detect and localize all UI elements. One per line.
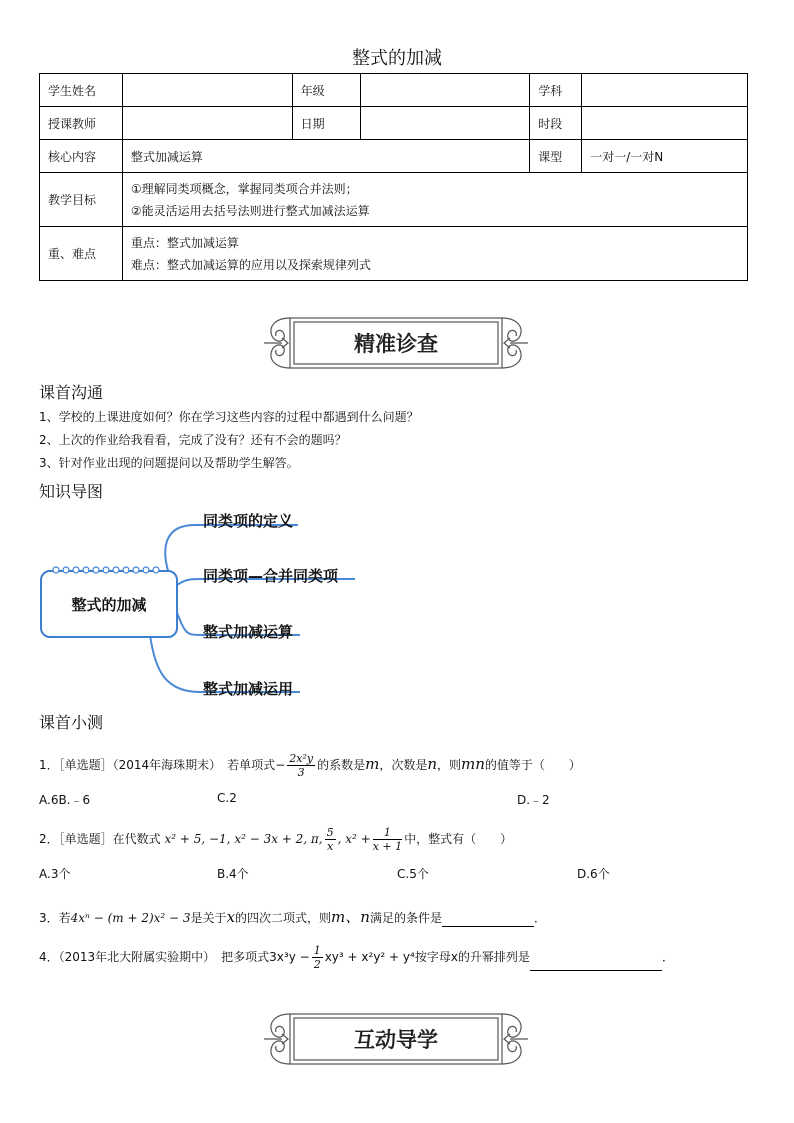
mindmap-branch: 同类项的定义 (203, 512, 294, 530)
q3-mid2: 的四次二项式，则 (235, 911, 332, 925)
q2-option-b[interactable]: B.4个 (217, 867, 249, 881)
question-1 (39, 752, 581, 779)
question-4 (39, 944, 674, 971)
goal-item: ①理解同类项概念，掌握同类项合并法则； (130, 181, 358, 196)
core-label: 核心内容 (40, 140, 123, 173)
student-name-field[interactable] (122, 74, 292, 107)
q1-fraction (287, 752, 315, 779)
mindmap-branch: 同类项—合并同类项 (203, 567, 339, 585)
q4-expr: xy³ + x²y² + y⁴按字母x的升幂排列是 (324, 950, 530, 964)
communication-item: 3、针对作业出现的问题提问以及帮助学生解答。 (39, 456, 299, 470)
q4-fraction (312, 944, 323, 971)
quiz-heading: 课首小测 (39, 713, 104, 732)
q2-f2-num: 1 (373, 826, 402, 840)
banner-title: 互动导学 (354, 1027, 438, 1052)
q1-suffix: 的值等于（ ） (484, 758, 581, 772)
q3-suffix: 满足的条件是 (369, 911, 442, 925)
q2-f1-den: x (327, 840, 334, 853)
mindmap-center-node: 整式的加减 (40, 570, 178, 638)
mindmap-heading: 知识导图 (39, 482, 104, 501)
q1-n: n (427, 755, 438, 773)
q2-expr1: x² + 5, −1, x² − 3x + 2, π, (164, 832, 323, 846)
grade-label: 年级 (292, 74, 360, 107)
period-field[interactable] (582, 107, 748, 140)
difficult-point: 难点：整式加减运算的应用以及探索规律列式 (130, 257, 371, 272)
q1-option-a[interactable]: A.6B.﹣6 (39, 793, 91, 807)
lesson-type-value: 一对一/一对N (582, 140, 748, 173)
q3-mid1: 是关于 (190, 911, 227, 925)
key-label: 重、难点 (40, 227, 123, 281)
q3-answer-blank[interactable] (442, 914, 534, 927)
core-value: 整式加减运算 (122, 140, 529, 173)
q1-minus: − (275, 758, 286, 772)
q4-answer-blank[interactable] (530, 958, 662, 971)
q1-option-c[interactable]: C.2 (217, 791, 237, 805)
mindmap-branch: 整式加减运用 (203, 680, 294, 698)
lesson-info-table (39, 73, 748, 281)
student-name-label: 学生姓名 (40, 74, 123, 107)
q2-expr2: , x² + (337, 832, 371, 846)
q3-expr: 4xⁿ − (m + 2)x² − 3 (70, 911, 191, 925)
grade-field[interactable] (360, 74, 530, 107)
q1-m: m (365, 755, 380, 773)
q1-frac-den: 3 (297, 766, 305, 779)
q1-mid1: 的系数是 (317, 758, 366, 772)
page-title: 整式的加减 (352, 48, 442, 69)
q3-prefix: 3．若 (39, 911, 71, 925)
communication-heading: 课首沟通 (39, 383, 104, 402)
section-banner-diagnosis (262, 312, 530, 374)
notebook-rings-icon (52, 566, 164, 574)
subject-label: 学科 (530, 74, 582, 107)
q1-mn: mn (461, 755, 485, 773)
q4-end: ． (661, 950, 674, 964)
teacher-label: 授课教师 (40, 107, 123, 140)
q1-mid2: ，次数是 (379, 758, 428, 772)
q4-f-num: 1 (313, 944, 321, 957)
goal-content (122, 173, 747, 227)
date-label: 日期 (292, 107, 360, 140)
q2-f1-num: 5 (326, 826, 334, 839)
teacher-field[interactable] (122, 107, 292, 140)
goal-item: ②能灵活运用去括号法则进行整式加减法运算 (130, 203, 370, 218)
communication-item: 1、学校的上课进度如何？你在学习这些内容的过程中都遇到什么问题？ (39, 410, 419, 424)
q2-option-a[interactable]: A.3个 (39, 867, 71, 881)
q4-prefix: 4．（2013年北大附属实验期中） 把多项式3x³y − (39, 950, 310, 964)
q2-f2-den: x + 1 (372, 840, 403, 853)
q1-option-d[interactable]: D.﹣2 (517, 793, 550, 807)
date-field[interactable] (360, 107, 530, 140)
q2-fraction-1 (325, 826, 336, 853)
banner-title: 精准诊查 (354, 331, 438, 356)
question-3 (39, 906, 546, 927)
q2-option-d[interactable]: D.6个 (577, 867, 610, 881)
q2-option-c[interactable]: C.5个 (397, 867, 429, 881)
section-banner-guided-learning (262, 1008, 530, 1070)
q4-f-den: 2 (313, 958, 321, 971)
q1-prefix: 1．［单选题］（2014年海珠期末） 若单项式 (39, 758, 276, 772)
question-2 (39, 826, 512, 853)
q3-mn: m、n (331, 908, 370, 926)
key-point: 重点：整式加减运算 (130, 235, 239, 250)
q2-suffix: 中，整式有（ ） (404, 832, 513, 846)
mindmap-branch: 整式加减运算 (203, 623, 294, 641)
q3-end: ． (533, 911, 546, 925)
key-content (122, 227, 747, 281)
q1-mid3: ，则 (437, 758, 462, 772)
subject-field[interactable] (582, 74, 748, 107)
q1-frac-num: 2x²y (289, 752, 314, 765)
communication-item: 2、上次的作业给我看看，完成了没有？还有不会的题吗？ (39, 433, 347, 447)
lesson-type-label: 课型 (530, 140, 582, 173)
q2-fraction-2 (373, 826, 402, 853)
goal-label: 教学目标 (40, 173, 123, 227)
q3-x: x (226, 908, 236, 926)
q2-prefix: 2．［单选题］在代数式 (39, 832, 161, 846)
period-label: 时段 (530, 107, 582, 140)
